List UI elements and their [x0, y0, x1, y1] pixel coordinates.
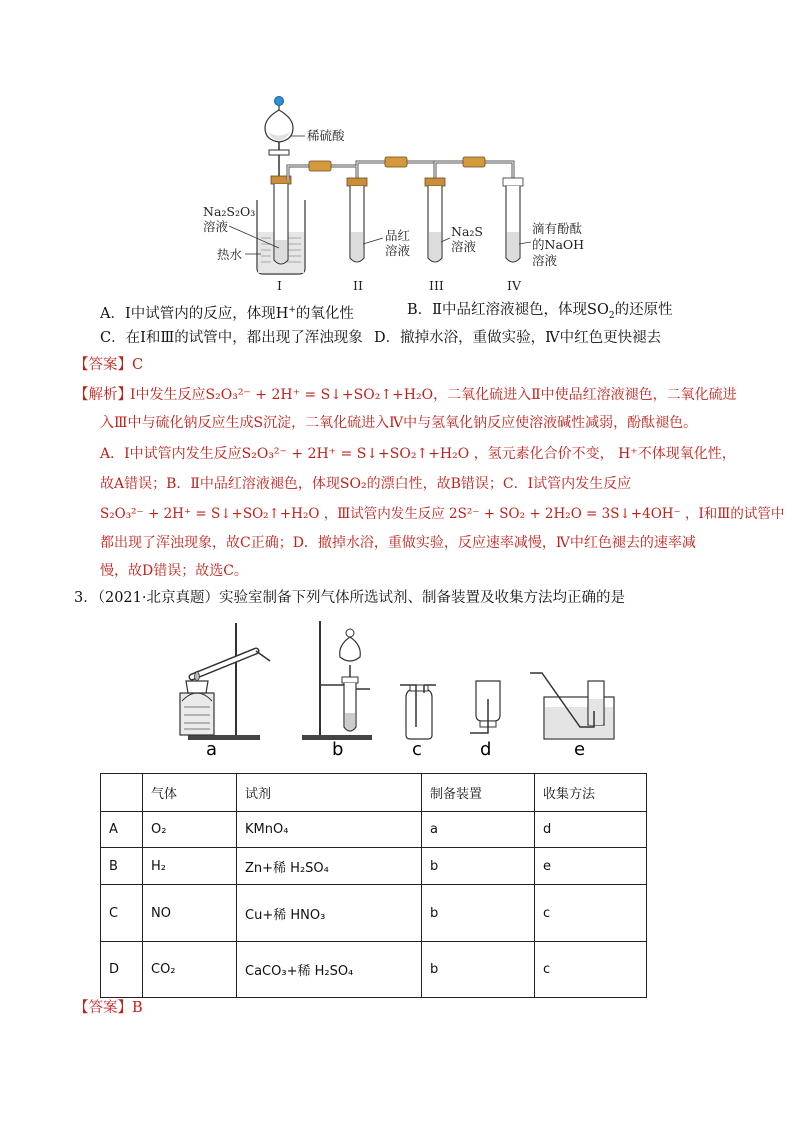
na2s2o3-label: Na₂S₂O₃	[203, 204, 256, 219]
apparatus-d	[470, 681, 500, 733]
rubber-joint-1	[309, 161, 331, 171]
table-cell: c	[535, 885, 647, 942]
pinhong-label: 品红	[385, 228, 411, 243]
analysis-line-2: 入Ⅲ中与硫化钠反应生成S沉淀，二氧化硫进入Ⅳ中与氢氧化钠反应使溶液碱性减弱，酚酞褪色。	[100, 415, 698, 431]
table-cell: CO₂	[143, 942, 237, 998]
table-cell: B	[101, 848, 143, 885]
table-cell: d	[535, 812, 647, 848]
phenol-label-3: 溶液	[532, 253, 558, 268]
table-row	[101, 942, 647, 998]
na2s-solution-label: 溶液	[451, 239, 477, 254]
analysis-line-3: A．Ⅰ中试管内发生反应S₂O₃²⁻ + 2H⁺ = S↓+SO₂↑+H₂O ，氢元素化合价不变， H⁺不体现氧化性，	[100, 446, 736, 462]
table-cell: KMnO₄	[237, 812, 422, 848]
apparatus-c	[400, 685, 436, 739]
apparatus-b	[302, 621, 372, 740]
answer-q2: 【答案】C	[74, 357, 144, 373]
table-cell: c	[535, 942, 647, 998]
table-cell: b	[422, 942, 535, 998]
table-cell: Zn+稀 H₂SO₄	[237, 848, 422, 885]
analysis-line-4: 故A错误；B．Ⅱ中品红溶液褪色，体现SO₂的漂白性，故B错误；C．Ⅰ试管内发生反应	[100, 476, 632, 492]
na2s-label: Na₂S	[451, 224, 483, 239]
table-cell: D	[101, 942, 143, 998]
answer-q3: 【答案】B	[74, 1000, 143, 1016]
acid-label: 稀硫酸	[307, 128, 345, 143]
tube-label-II: II	[353, 278, 363, 292]
option-c: C．在Ⅰ和Ⅲ的试管中，都出现了浑浊现象	[100, 330, 363, 346]
apparatus-e	[530, 673, 614, 739]
phenol-label-2: 的NaOH	[532, 237, 585, 252]
table-row	[101, 848, 647, 885]
apparatus-a	[180, 623, 270, 740]
table-header-cell: 收集方法	[535, 774, 647, 812]
option-b: B．Ⅱ中品红溶液褪色，体现$SO_2$的还原性	[407, 302, 673, 321]
q3-table	[100, 773, 647, 998]
hot-water-label: 热水	[217, 247, 243, 262]
table-header-cell: 试剂	[237, 774, 422, 812]
table-cell: A	[101, 812, 143, 848]
apparatus-label-a: a	[206, 739, 218, 760]
apparatus-label-e: e	[574, 739, 586, 760]
table-header-cell: 制备装置	[422, 774, 535, 812]
rubber-joint-3	[463, 157, 485, 167]
table-cell: NO	[143, 885, 237, 942]
table-cell: C	[101, 885, 143, 942]
tube-label-I: I	[277, 278, 282, 292]
table-header-cell: 气体	[143, 774, 237, 812]
question-3-stem: 3．（2021·北京真题）实验室制备下列气体所选试剂、制备装置及收集方法均正确的是	[74, 590, 625, 606]
analysis-tag: 【解析】	[74, 387, 132, 403]
analysis-line-6: 都出现了浑浊现象，故C正确；D．撤掉水浴，重做实验，反应速率减慢，Ⅳ中红色褪去的速率减	[100, 535, 696, 551]
table-cell: Cu+稀 HNO₃	[237, 885, 422, 942]
apparatus-label-c: c	[412, 739, 422, 760]
analysis-line-1: Ⅰ中发生反应S₂O₃²⁻ + 2H⁺ = S↓+SO₂↑+H₂O，二氧化硫进入Ⅱ中使品红溶液褪色，二氧化硫进	[130, 387, 737, 403]
table-cell: H₂	[143, 848, 237, 885]
pinhong-solution-label: 溶液	[385, 243, 411, 258]
apparatus-label-d: d	[480, 739, 492, 760]
tube-label-IV: IV	[507, 278, 521, 292]
analysis-line-5: S₂O₃²⁻ + 2H⁺ = S↓+SO₂↑+H₂O ，Ⅲ试管内发生反应 2S²⁻ + SO₂ + 2H₂O = 3S↓+4OH⁻ ，Ⅰ和Ⅲ的试管中	[100, 506, 785, 522]
table-cell: CaCO₃+稀 H₂SO₄	[237, 942, 422, 998]
apparatus-figure-1	[195, 92, 615, 292]
table-cell: b	[422, 848, 535, 885]
table-cell: b	[422, 885, 535, 942]
option-a: A．Ⅰ中试管内的反应，体现H+的氧化性	[100, 305, 354, 322]
funnel-stopper	[275, 97, 284, 106]
phenol-label-1: 滴有酚酞	[532, 221, 583, 236]
table-header-row	[101, 774, 647, 812]
apparatus-label-b: b	[332, 739, 344, 760]
table-header-cell	[101, 774, 143, 812]
analysis-line-7: 慢，故D错误；故选C。	[100, 563, 248, 579]
rubber-joint-2	[385, 157, 407, 167]
table-cell: O₂	[143, 812, 237, 848]
table-cell: e	[535, 848, 647, 885]
table-cell: a	[422, 812, 535, 848]
apparatus-figure-2	[170, 615, 640, 765]
tube-label-III: III	[429, 278, 444, 292]
option-d: D．撤掉水浴，重做实验，Ⅳ中红色更快褪去	[374, 330, 662, 346]
table-row	[101, 885, 647, 942]
solution-label: 溶液	[203, 219, 229, 234]
table-row	[101, 812, 647, 848]
